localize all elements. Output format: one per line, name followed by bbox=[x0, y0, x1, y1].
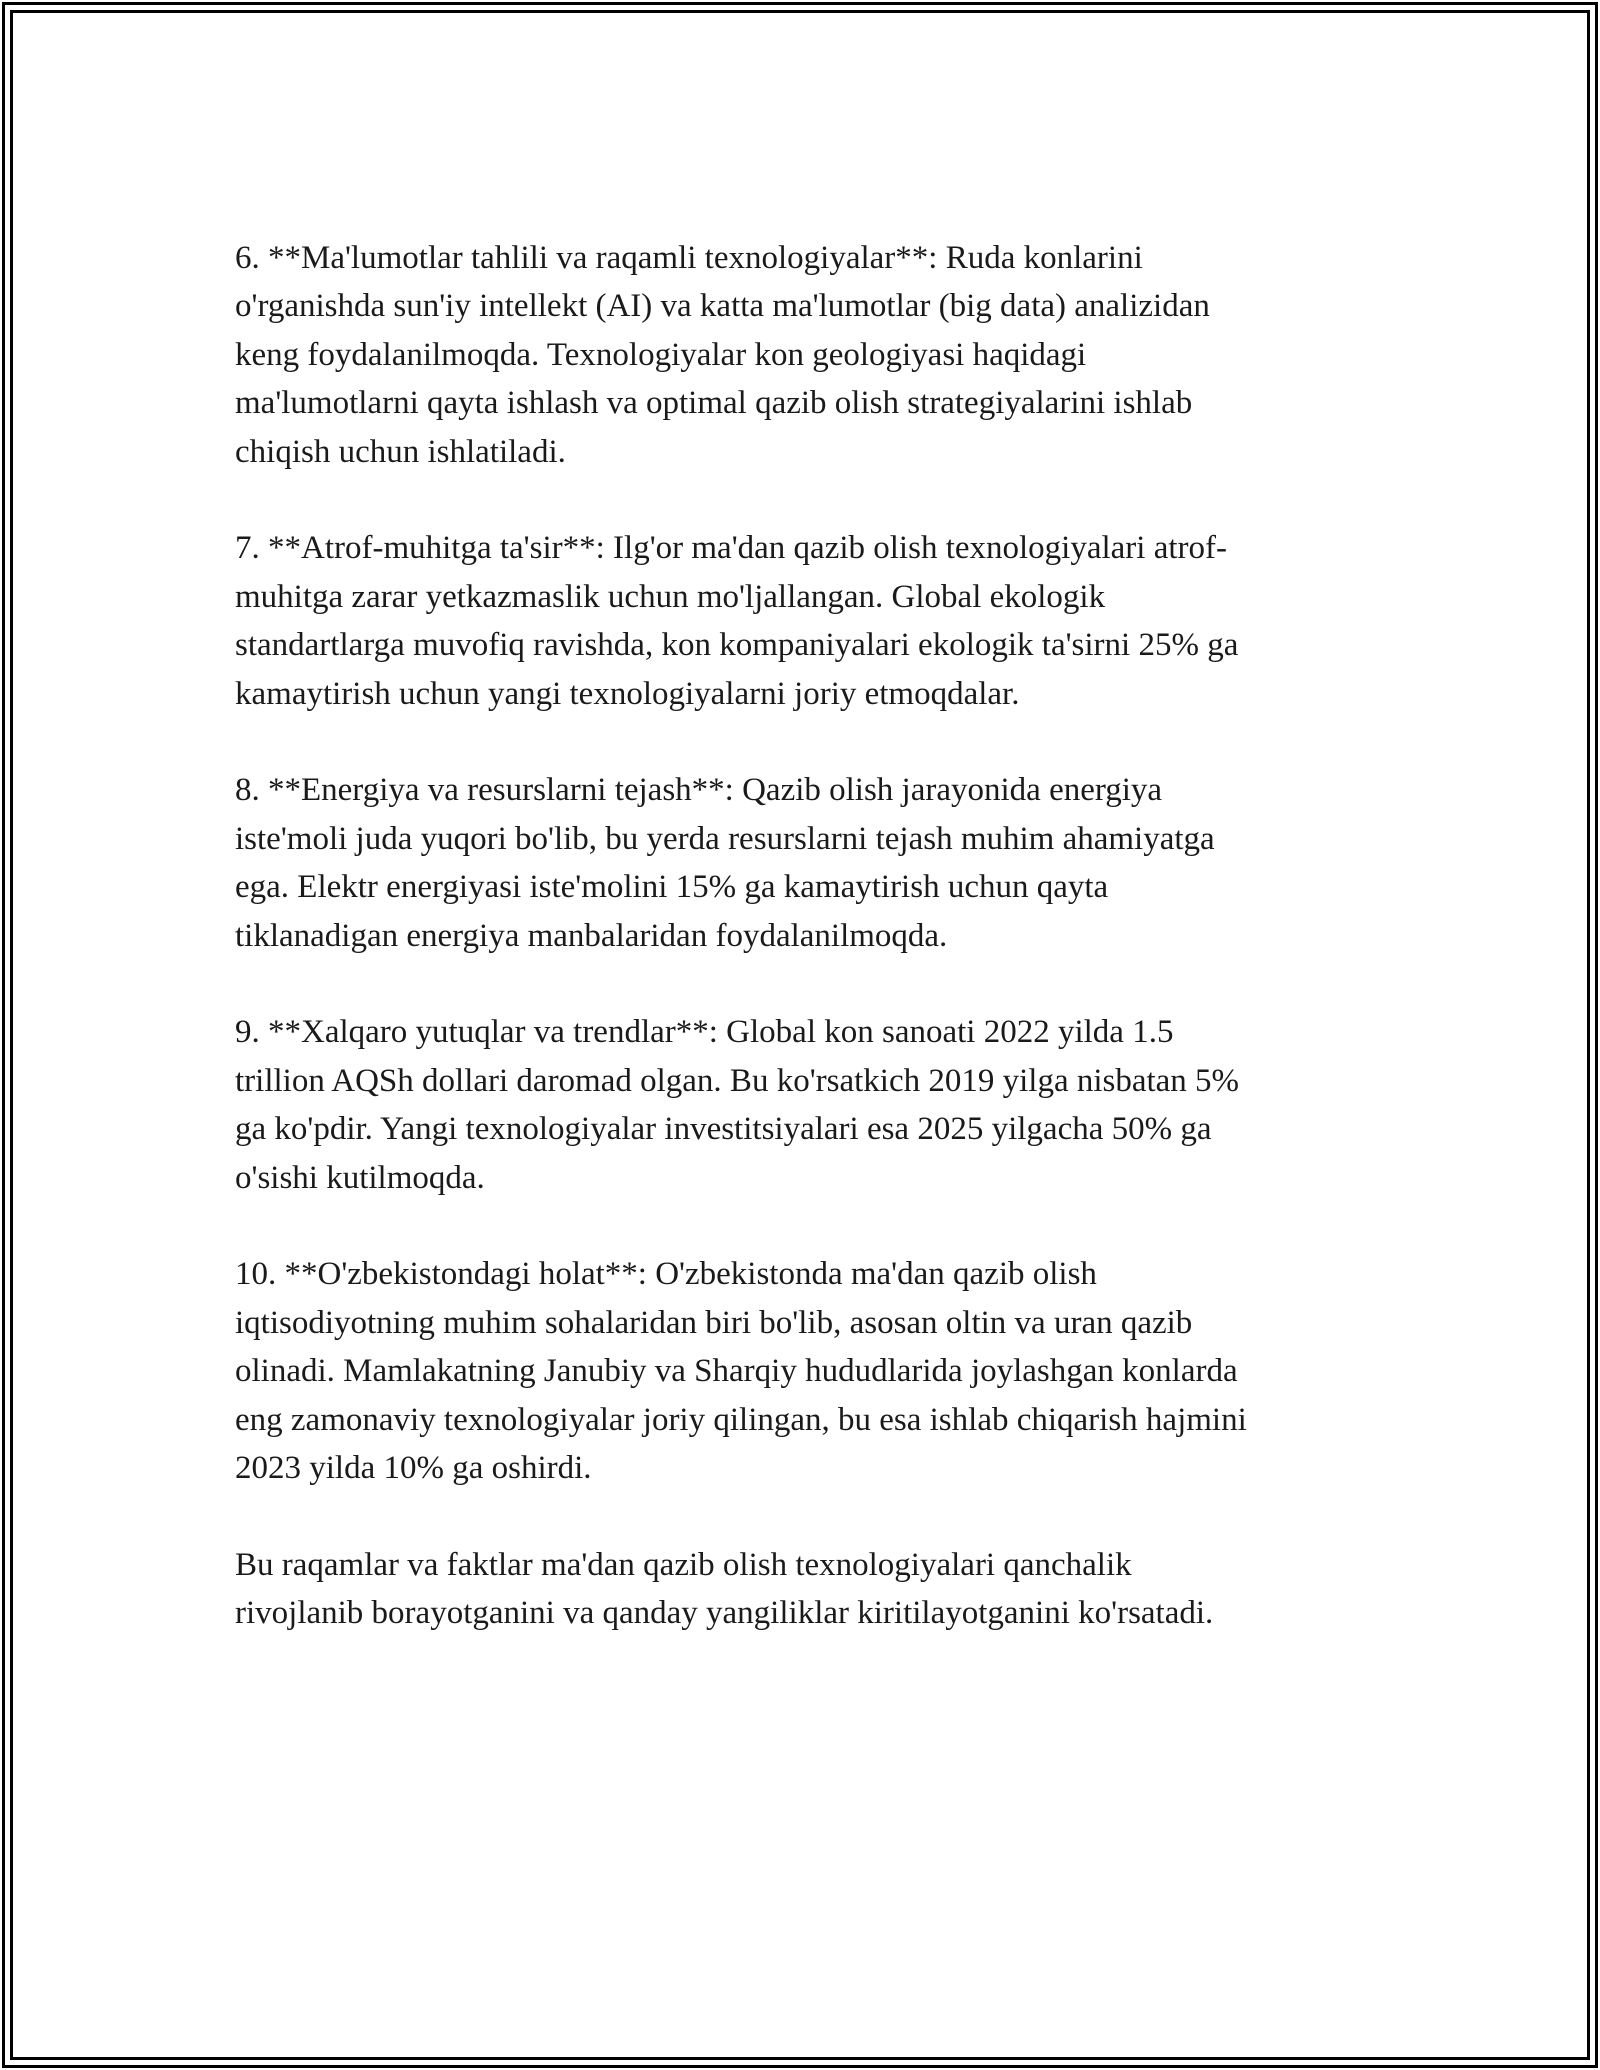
paragraph-item-9: 9. **Xalqaro yutuqlar va trendlar**: Global kon sanoati 2022 yilda 1.5 trillion AQSh dollari daromad olgan. Bu ko'rsatkich 2019 yilga nisbatan 5% ga ko'pdir. Yangi texnologiyalar investitsiyalari esa 2025 yilgacha 50% ga o'sishi kutilmoqda. bbox=[235, 1014, 1240, 1196]
paragraph-item-8: 8. **Energiya va resurslarni tejash**: Qazib olish jarayonida energiya iste'moli juda yuqori bo'lib, bu yerda resurslarni tejash muhim ahamiyatga ega. Elektr energiyasi iste'molini 15% ga kamaytirish uchun qayta tiklanadigan energiya manbalaridan foydalanilmoqda. bbox=[235, 772, 1215, 954]
paragraph-item-6: 6. **Ma'lumotlar tahlili va raqamli texnologiyalar**: Ruda konlarini o'rganishda sun'iy intellekt (AI) va katta ma'lumotlar (big data) analizidan keng foydalanilmoqda. Texnologiyalar kon geologiyasi haqidagi ma'lumotlarni qayta ishlash va optimal qazib olish strategiyalarini ishlab chiqish uchun ishlatiladi. bbox=[235, 240, 1210, 470]
paragraph-item-10: 10. **O'zbekistondagi holat**: O'zbekistonda ma'dan qazib olish iqtisodiyotning muhim sohalaridan biri bo'lib, asosan oltin va uran qazib olinadi. Mamlakatning Janubiy va Sharqiy hududlarida joylashgan konlarda eng zamonaviy texnologiyalar joriy qilingan, bu esa ishlab chiqarish hajmini 2023 yilda 10% ga oshirdi. bbox=[235, 1256, 1247, 1487]
paragraph-item-7: 7. **Atrof-muhitga ta'sir**: Ilg'or ma'dan qazib olish texnologiyalari atrof- muhitga zarar yetkazmaslik uchun mo'ljallangan. Global ekologik standartlarga muvofiq ravishda, kon kompaniyalari ekologik ta'sirni 25% ga kamaytirish uchun yangi texnologiyalarni joriy etmoqdalar. bbox=[235, 530, 1239, 712]
document-body bbox=[235, 234, 1375, 1686]
paragraph-conclusion: Bu raqamlar va faktlar ma'dan qazib olish texnologiyalari qanchalik rivojlanib borayotganini va qanday yangiliklar kiritilayotganini ko'rsatadi. bbox=[235, 1546, 1214, 1632]
